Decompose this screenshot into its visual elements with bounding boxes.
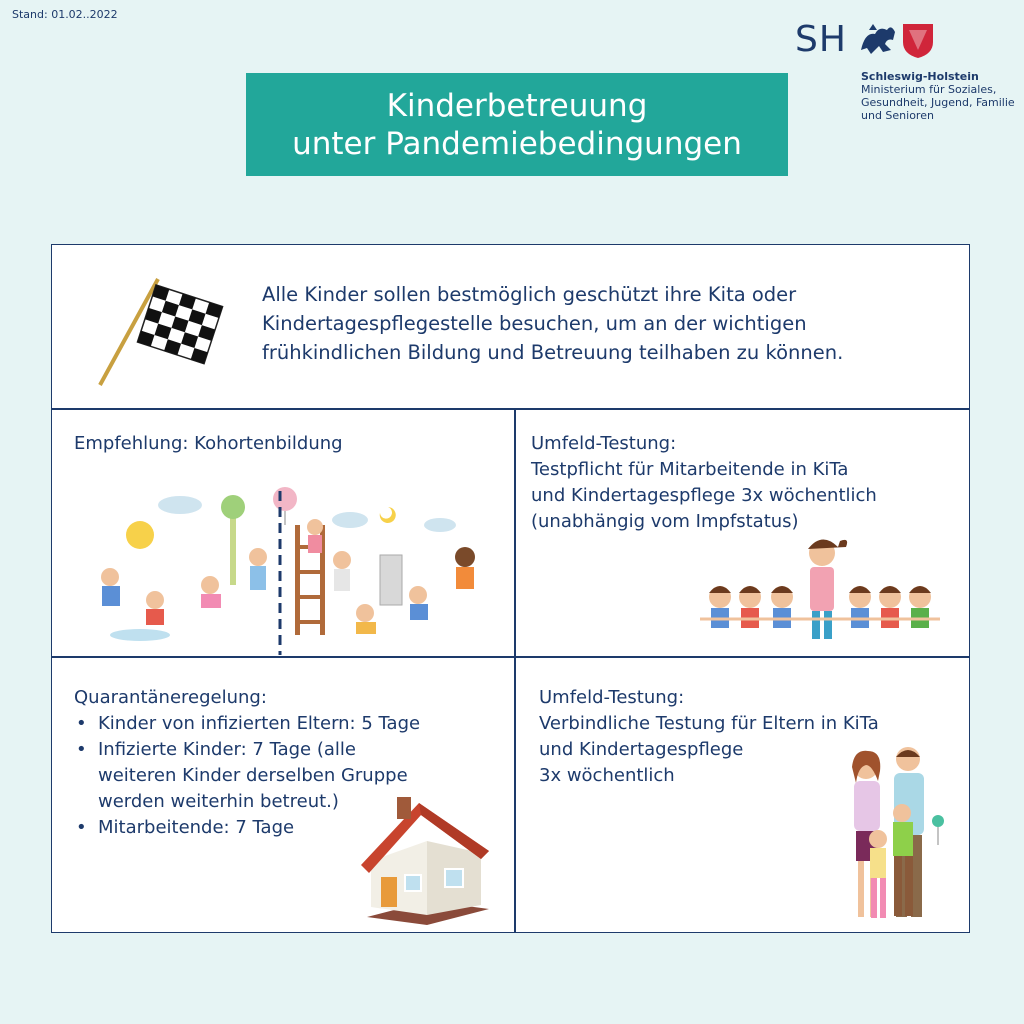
page-title [246, 73, 788, 176]
divider-horizontal-1 [52, 408, 969, 410]
intro-text [262, 280, 912, 367]
logo-line-1: Schleswig-Holstein [861, 70, 979, 83]
list-item: • Kinder von infizierten Eltern: 5 Tage [74, 711, 420, 737]
umfeld1-line-2: und Kindertagespflege 3x wöchentlich [531, 485, 877, 506]
title-line-2: unter Pandemiebedingungen [292, 125, 742, 162]
stand-date: Stand: 01.02..2022 [12, 8, 118, 21]
sh-lion-crest-icon [857, 20, 937, 60]
logo-line-2: Ministerium für Soziales, [861, 83, 997, 96]
sh-logo [795, 20, 1020, 122]
logo-line-4: und Senioren [861, 109, 934, 122]
umfeld2-line-2: und Kindertagespflege [539, 739, 744, 760]
item2-line-b: weiteren Kinder derselben Gruppe [98, 765, 408, 786]
divider-vertical [514, 408, 516, 933]
item2-line-a: • Infizierte Kinder: 7 Tage (alle [98, 739, 356, 760]
logo-line-3: Gesundheit, Jugend, Familie [861, 96, 1015, 109]
item2-line-c: werden weiterhin betreut.) [98, 791, 339, 812]
umfeld-testung-2 [539, 685, 879, 789]
umfeld1-line-3: (unabhängig vom Impfstatus) [531, 511, 799, 532]
umfeld1-line-1: Testpflicht für Mitarbeitende in KiTa [531, 459, 849, 480]
kohorten-title: Empfehlung: Kohortenbildung [74, 433, 343, 454]
checkered-flag-icon [92, 273, 232, 393]
umfeld2-line-1: Verbindliche Testung für Eltern in KiTa [539, 713, 879, 734]
house-icon [357, 797, 492, 927]
divider-horizontal-2 [52, 656, 969, 658]
intro-line-1: Alle Kinder sollen bestmöglich geschützt ihre Kita oder [262, 283, 797, 306]
teacher-with-children-illustration [700, 535, 940, 645]
intro-line-3: frühkindlichen Bildung und Betreuung teilhaben zu können. [262, 341, 844, 364]
family-illustration [842, 745, 952, 923]
children-playing-illustration [80, 485, 500, 655]
intro-line-2: Kindertagespflegestelle besuchen, um an der wichtigen [262, 312, 807, 335]
umfeld-testung-1 [531, 431, 877, 535]
quarantaene-title: Quarantäneregelung: [74, 687, 267, 708]
logo-sh-text: SH [795, 19, 847, 60]
umfeld2-title: Umfeld-Testung: [539, 687, 685, 708]
umfeld2-line-3: 3x wöchentlich [539, 765, 675, 786]
title-line-1: Kinderbetreuung [386, 87, 648, 124]
umfeld1-title: Umfeld-Testung: [531, 433, 677, 454]
info-panel [51, 244, 970, 933]
list-item: • Mitarbeitende: 7 Tage [74, 815, 420, 841]
